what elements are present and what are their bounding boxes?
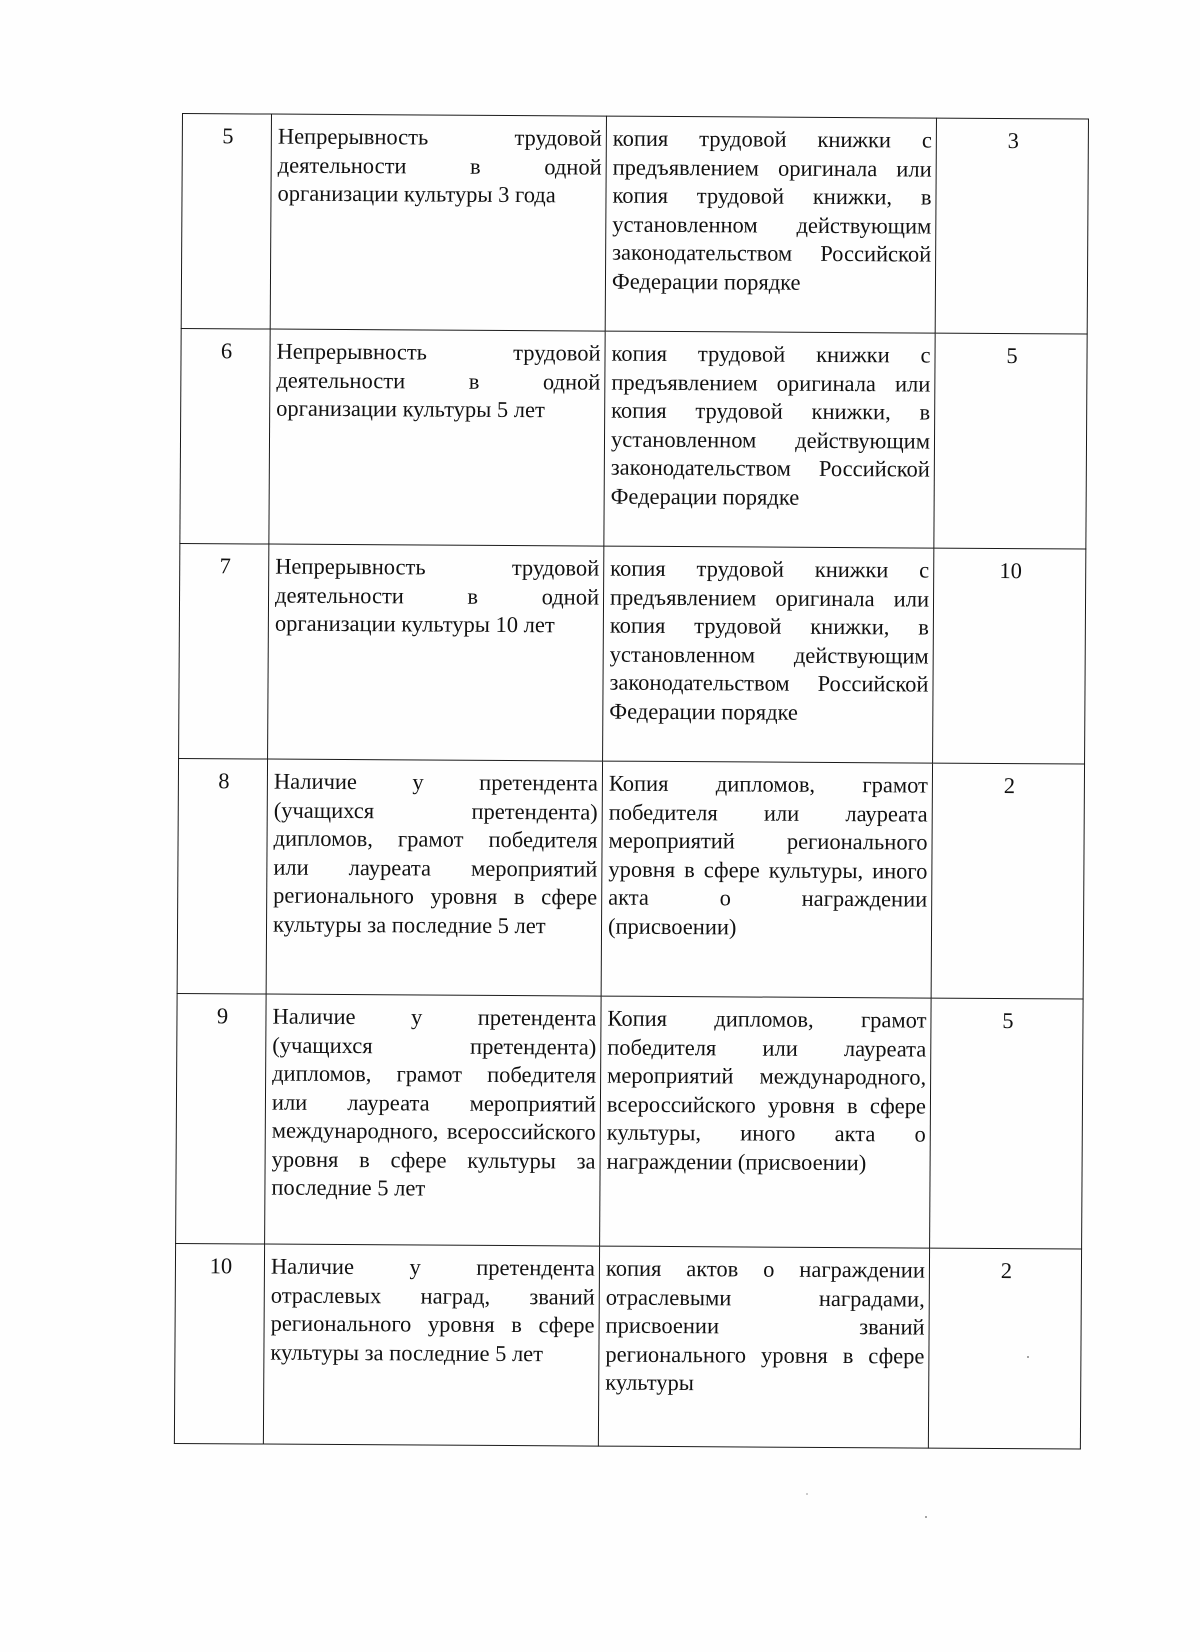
document-text: Копия дипломов, грамот победителя или лауреата мероприятий регионального уровня в сфере культуры, иного акта о награждении (присвоении) <box>601 761 932 998</box>
row-number: 9 <box>176 993 267 1244</box>
row-number: 7 <box>179 543 269 759</box>
criterion-text: Наличие у претендента (учащихся претендента) дипломов, грамот победителя или лауреата мероприятий регионального уровня в сфере культуры за последние 5 лет <box>266 759 602 996</box>
document-text: копия актов о награждении отраслевыми наградами, присвоении званий регионального уровня в сфере культуры <box>598 1246 929 1448</box>
scan-speck <box>1027 1356 1029 1358</box>
document-text: копия трудовой книжки с предъявлением оригинала или копия трудовой книжки, в установленном действующим законодательством Российской Федерации порядке <box>604 331 935 548</box>
criterion-text: Непрерывность трудовой деятельности в одной организации культуры 5 лет <box>269 329 605 546</box>
row-number: 10 <box>174 1243 264 1444</box>
row-number: 8 <box>177 758 267 994</box>
criterion-text: Наличие у претендента (учащихся претендента) дипломов, грамот победителя или лауреата мероприятий международного, всероссийского уровня в сфере культуры за последние 5 лет <box>265 994 602 1246</box>
table-row <box>177 758 1084 999</box>
table-row <box>181 114 1088 335</box>
score-value: 2 <box>928 1248 1081 1449</box>
score-value: 5 <box>930 998 1084 1249</box>
criterion-text: Непрерывность трудовой деятельности в одной организации культуры 3 года <box>270 114 606 331</box>
row-number: 5 <box>181 114 271 330</box>
table-row <box>179 543 1086 764</box>
table-row <box>174 1243 1081 1449</box>
score-value: 5 <box>934 333 1087 549</box>
document-text: Копия дипломов, грамот победителя или лауреата мероприятий международного, всероссийского уровня в сфере культуры, иного акта о награждении (присвоении) <box>600 996 932 1248</box>
row-number: 6 <box>180 328 270 544</box>
scan-speck <box>806 1493 808 1495</box>
criterion-text: Непрерывность трудовой деятельности в одной организации культуры 10 лет <box>268 544 604 761</box>
table-row <box>180 328 1087 549</box>
score-value: 2 <box>931 763 1084 999</box>
criteria-table <box>174 113 1089 1450</box>
table-row <box>176 993 1084 1249</box>
document-text: копия трудовой книжки с предъявлением оригинала или копия трудовой книжки, в установленном действующим законодательством Российской Федерации порядке <box>605 116 936 333</box>
criterion-text: Наличие у претендента отраслевых наград, званий регионального уровня в сфере культуры за последние 5 лет <box>263 1244 599 1446</box>
score-value: 3 <box>935 118 1088 334</box>
document-text: копия трудовой книжки с предъявлением оригинала или копия трудовой книжки, в установленном действующим законодательством Российской Федерации порядке <box>603 546 934 763</box>
scan-speck <box>925 1516 927 1518</box>
score-value: 10 <box>933 548 1086 764</box>
